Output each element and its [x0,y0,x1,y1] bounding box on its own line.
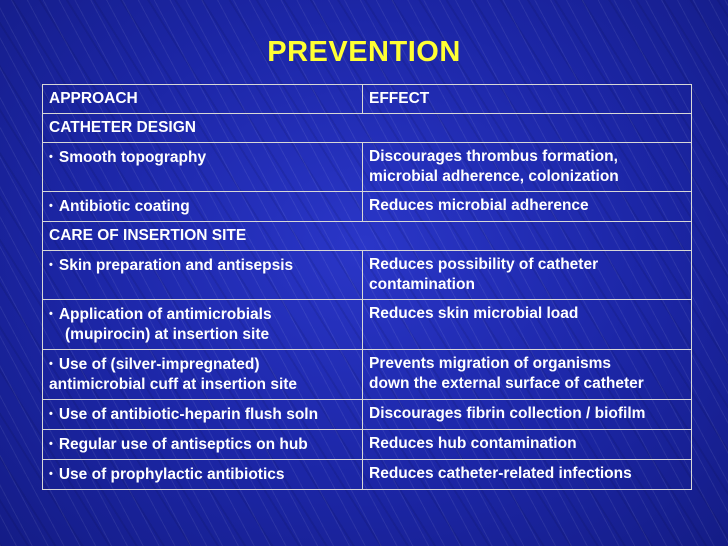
approach-text-line2: (mupirocin) at insertion site [65,326,270,343]
approach-cell [43,430,363,460]
effect-text-line2: contamination [369,276,475,293]
table-row [43,143,692,192]
section-row-care-of-insertion-site [43,222,692,251]
effect-cell [363,430,692,460]
approach-cell [43,400,363,430]
approach-text: Smooth topography [58,149,207,166]
effect-cell [363,143,692,192]
approach-text: Skin preparation and antisepsis [58,257,294,274]
table-row [43,460,692,490]
bullet-icon: • [49,259,53,271]
approach-cell [43,192,363,222]
effect-cell [363,192,692,222]
section-row-catheter-design [43,114,692,143]
table-row [43,350,692,400]
effect-text: Prevents migration of organisms [369,355,612,372]
approach-text-line2: antimicrobial cuff at insertion site [49,376,298,393]
effect-cell [363,300,692,350]
bullet-icon: • [49,408,53,420]
approach-text: Use of prophylactic antibiotics [58,466,285,483]
effect-text: Reduces microbial adherence [369,197,589,214]
approach-text: Use of (silver-impregnated) [58,356,260,373]
approach-text: Antibiotic coating [58,198,190,215]
effect-cell [363,350,692,400]
effect-text-line2: down the external surface of catheter [369,375,644,392]
effect-cell [363,400,692,430]
table-row [43,300,692,350]
effect-text-line2: microbial adherence, colonization [369,168,619,185]
bullet-icon: • [49,308,53,320]
effect-cell [363,251,692,300]
approach-cell [43,350,363,400]
approach-text: Use of antibiotic-heparin flush soln [58,406,319,423]
section-label-catheter-design: CATHETER DESIGN [43,114,692,143]
bullet-icon: • [49,151,53,163]
table-row [43,430,692,460]
prevention-table [42,84,692,490]
header-effect: EFFECT [363,85,692,114]
table-row [43,192,692,222]
bullet-icon: • [49,358,53,370]
section-label-care-of-insertion-site: CARE OF INSERTION SITE [43,222,692,251]
approach-cell [43,143,363,192]
effect-text: Reduces catheter-related infections [369,465,632,482]
approach-cell [43,300,363,350]
effect-text: Reduces hub contamination [369,435,577,452]
bullet-icon: • [49,468,53,480]
approach-cell [43,251,363,300]
approach-text: Regular use of antiseptics on hub [58,436,308,453]
effect-text: Discourages thrombus formation, [369,148,618,165]
effect-text: Reduces possibility of catheter [369,256,599,273]
approach-text: Application of antimicrobials [58,306,272,323]
bullet-icon: • [49,438,53,450]
table-header-row [43,85,692,114]
table-row [43,400,692,430]
bullet-icon: • [49,200,53,212]
slide-title: PREVENTION [267,36,461,68]
effect-text: Reduces skin microbial load [369,305,579,322]
header-approach: APPROACH [43,85,363,114]
table-row [43,251,692,300]
effect-cell [363,460,692,490]
effect-text: Discourages fibrin collection / biofilm [369,405,646,422]
approach-cell [43,460,363,490]
